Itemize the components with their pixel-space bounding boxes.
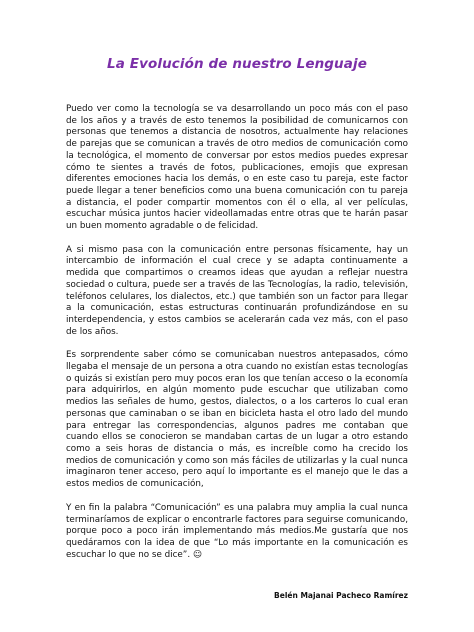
author-signature: Belén Majanai Pacheco Ramírez [274, 591, 408, 600]
document-body [66, 104, 408, 573]
paragraph-1: Puedo ver como la tecnología se va desarrollando un poco más con el paso de los años y a través de esto tenemos la posibilidad de comunicarnos con personas que tenemos a distancia de nosotros, actualmente hay relaciones de parejas que se comunican a través de otro medios de comunicación como la tecnológica, el momento de conversar por estos medios puedes expresar cómo te sientes a través de fotos, publicaciones, emojis que expresan diferentes emociones hacia los demás, o en este caso tu pareja, este factor puede llegar a tener beneficios como una buena comunicación con tu pareja a distancia, el poder compartir momentos con él o ella, al ver películas, escuchar música juntos hacier videollamadas entre otras que te harán pasar un buen momento agradable o de felicidad. [66, 104, 408, 232]
paragraph-2: A si mismo pasa con la comunicación entre personas físicamente, hay un intercambio de información el cual crece y se adapta continuamente a medida que compartimos o creamos ideas que ayudan a reflejar nuestra sociedad o cultura, puede ser a través de las Tecnologías, la radio, televisión, teléfonos celulares, los dialectos, etc.) que también son un factor para llegar a la comunicación, estas estructuras continuarán profundizándose en su interdependencia, y estos cambios se acelerarán cada vez más, con el paso de los años. [66, 244, 408, 337]
paragraph-4: Y en fin la palabra “Comunicación” es una palabra muy amplia la cual nunca terminaríamos de explicar o encontrarle factores para seguirse comunicando, porque poco a poco irán implementando más medios.Me gustaría que nos quedáramos con la idea de que “Lo más importante en la comunicación es escuchar lo que no se dice”. ☺ [66, 502, 408, 560]
document-title: La Evolución de nuestro Lenguaje [107, 56, 367, 72]
paragraph-3: Es sorprendente saber cómo se comunicaban nuestros antepasados, cómo llegaba el mensaje de un persona a otra cuando no existían estas tecnologías o quizás si existían pero muy pocos eran los que tenían acceso o la economía para adquirirlos, en algún momento pude escuchar que utilizaban como medios las señales de humo, gestos, dialectos, o a los carteros lo cual eran personas que caminaban o se iban en bicicleta hasta el otro lado del mundo para entregar las correspondencias, algunos padres me contaban que cuando ellos se conocieron se mandaban cartas de un lugar a otro estando como a seis horas de distancia o más, es increíble como ha crecido los medios de comunicación y como son más fáciles de utilizarlas y la cual nunca imaginaron tener acceso, pero aquí lo importante es el manejo que le das a estos medios de comunicación, [66, 350, 408, 490]
